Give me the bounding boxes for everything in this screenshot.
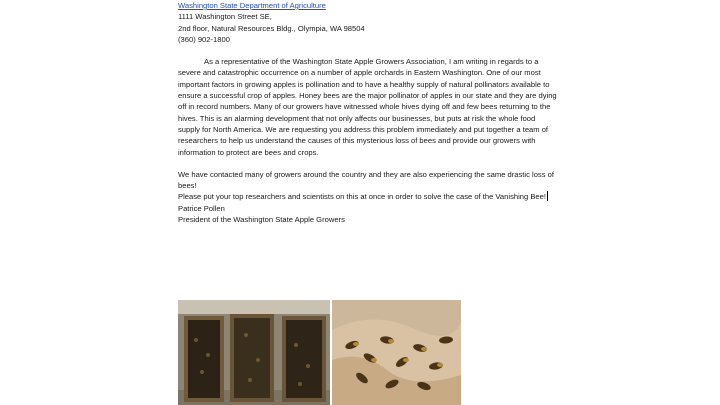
beehive-frames-photo — [178, 300, 330, 405]
signature-title: President of the Washington State Apple Growers — [178, 215, 345, 225]
letter — [178, 0, 558, 225]
dead-bees-in-hand-icon — [332, 300, 461, 405]
body-paragraph-3-text: Please put your top researchers and scientists on this at once in order to solve the case of the Vanishing Bee! — [178, 192, 546, 202]
body-paragraph-3[interactable] — [178, 191, 558, 202]
recipient-org-link[interactable]: Washington State Department of Agriculture — [178, 1, 326, 10]
body-paragraph-1: As a representative of the Washington State Apple Growers Association, I am writing in regards to a severe and catastrophic occurrence on a number of apple orchards in Eastern Washington. One of our most important factors in growing apples is pollination and to have a healthy supply of natural pollinators available to ensure a successful crop of apples. Honey bees are the major pollinator of apples in our state and they are dying off in record numbers. Many of our growers have witnessed whole hives dying off and few bees returning to the hives. This is an alarming development that not only affects our businesses, but puts at risk the whole food supply for North America. We are requesting you address this problem immediately and put together a team of researchers to help us understand the causes of this mysterious loss of bees and provide our growers with information to protect are bees and crops. — [178, 57, 557, 157]
recipient-building: 2nd floor, Natural Resources Bldg., Olympia, WA 98504 — [178, 23, 365, 33]
text-cursor — [547, 191, 548, 201]
body-paragraph-2: We have contacted many of growers around the country and they are also experiencing the same drastic loss of bees! — [178, 169, 554, 191]
recipient-address — [178, 0, 558, 45]
dead-bees-photo — [332, 300, 461, 405]
recipient-street: 1111 Washington Street SE, — [178, 12, 272, 22]
signature-name: Patrice Pollen — [178, 203, 225, 213]
photo-row — [178, 300, 461, 405]
signature-block — [178, 203, 558, 226]
beehive-frames-icon — [178, 300, 330, 405]
recipient-phone: (360) 902-1800 — [178, 34, 230, 44]
